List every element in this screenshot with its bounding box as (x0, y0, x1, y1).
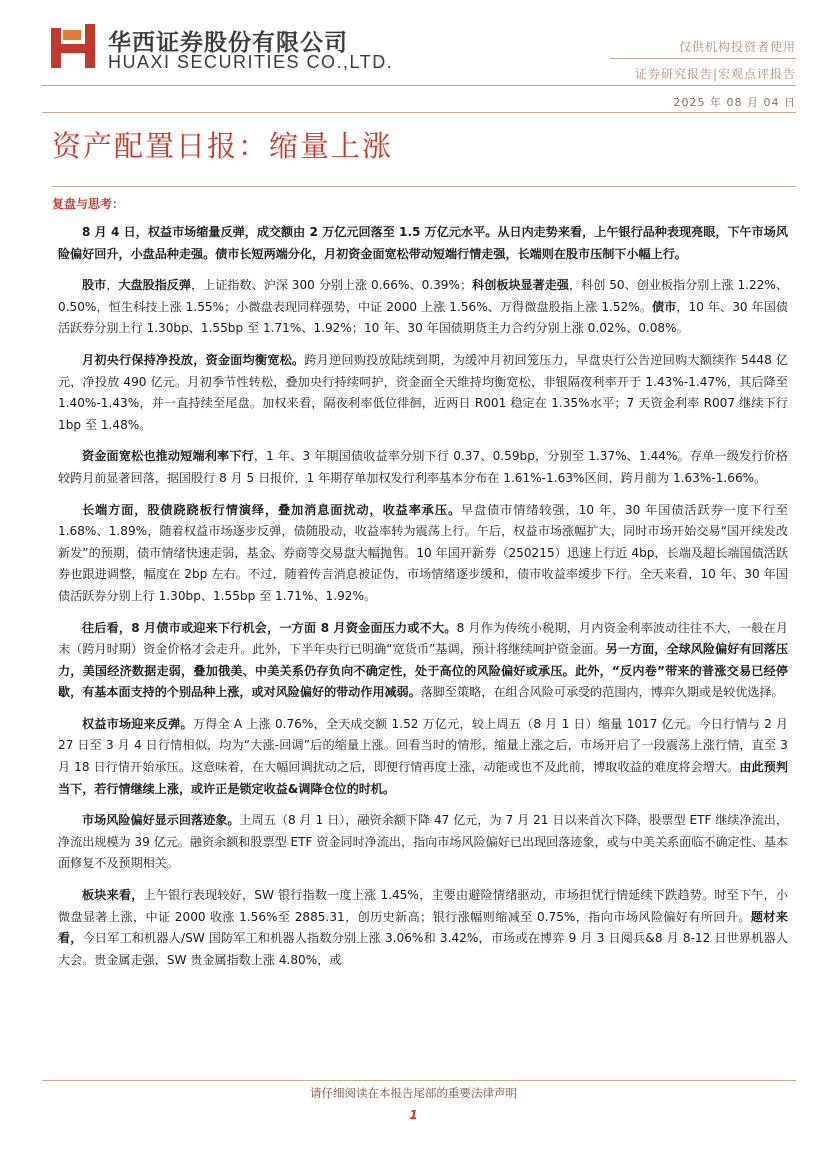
header-divider (42, 85, 796, 86)
body-text: ，科创 50、创业板指分别上涨 1.22%、0.50%，恒生科技上涨 1.55%；小微盘表现同样强势，中证 2000 上涨 1.56%、万得微盘股指上涨 1.52%。 (58, 278, 788, 314)
body-paragraph (58, 714, 788, 800)
huaxi-logo-icon (49, 22, 97, 70)
body-text: 早盘债市情绪较强，10 年、30 年国债活跃券一度下行至 1.68%、1.89%，随着权益市场逐步反弹，债随股动，收益率转为震荡上行。午后，权益市场涨幅扩大，同时市场开始交易“国开续发改新发”的预期，债市情绪快速走弱，基金、券商等交易盘大幅抛售。10 年国开新券（250215）迅速上行近 4bp，长端及超长端国债活跃券也跟进调整，幅度在 2bp 左右。不过，随着传言消息被证伪，市场情绪逐步缓和，债市收益率缓步下行。全天来看，10 年、30 年国债活跃券分别上行 1.30bp、1.55bp 至 1.71%、1.92%。 (58, 502, 788, 603)
body-paragraph (58, 810, 788, 875)
company-name-en: HUAXI SECURITIES CO.,LTD. (108, 52, 394, 72)
body-text: 上周五（8 月 1 日），融资余额下降 47 亿元，为 7 月 21 日以来首次下降，股票型 ETF 继续净流出，净流出规模为 39 亿元。融资余额和股票型 ETF 资金同时净流出，指向市场风险偏好已出现回落迹象，或与中美关系面临不确定性、基本面修复不及预期相关。 (58, 813, 789, 871)
emphasis-text: 由此预判当下，若行情继续上涨，或许正是锁定收益&调降仓位的时机。 (58, 760, 788, 796)
body-text: ，上证指数、沪深 300 分别上涨 0.66%、0.39%； (191, 278, 473, 293)
emphasis-text: 股市 (82, 278, 107, 293)
body-text: 今日军工和机器人/SW 国防军工和机器人指数分别上涨 3.06%和 3.42%，市场或在博弈 9 月 3 日阅兵&8 月 8-12 日世界机器人大会。贵金属走强，SW 贵金属指数上涨 4.80%，或 (58, 931, 788, 967)
body-text: 落脚至策略，在组合风险可承受的范围内，博弈久期或是较优选择。 (420, 685, 784, 700)
footer-divider (42, 1080, 796, 1081)
legal-disclaimer: 请仔细阅读在本报告尾部的重要法律声明 (310, 1086, 517, 1100)
institutional-note: 仅供机构投资者使用 (678, 40, 796, 54)
section-label: 复盘与思考： (52, 197, 125, 211)
emphasis-text: 另一方面，全球风险偏好有回落压力，美国经济数据走弱，叠加俄美、中美关系仍存负向不确定性，处于高位的风险偏好或承压。此外，“反内卷”带来的普涨交易已经停歇，有基本面支持的个别品种上涨，或对风险偏好的带动作用减弱。 (58, 642, 788, 700)
body-paragraph (58, 885, 788, 971)
body-text: 跨月逆回购投放陆续到期，为缓冲月初回笼压力，早盘央行公告逆回购大额续作 5448 亿元，净投放 490 亿元。月初季节性转松，叠加央行持续呵护，资金面全天维持均衡宽松，非银隔夜利率开于 1.43%-1.47%，其后降至 1.40%-1.43%，并一直持续至尾盘。加权来看，隔夜利率低位徘徊，近两日 R001 稳定在 1.35%水平；7 天资金利率 R007 继续下行 1bp 至 1.48%。 (58, 352, 788, 432)
report-body (58, 222, 788, 981)
header-divider-short (610, 58, 796, 59)
body-text: 8 月作为传统小税期，月内资金利率波动往往不大，一般在月末（跨月时期）资金价格才会走升。此外，下半年央行已明确“宽货币”基调，预计将继续呵护资金面。 (58, 620, 788, 657)
emphasis-text: 月初央行保持净投放，资金面均衡宽松。 (82, 352, 305, 367)
body-text: ，10 年、30 年国债活跃券分别上行 1.30bp、1.55bp 至 1.71%、1.92%；10 年、30 年国债期货主力合约分别上涨 0.02%、0.08%。 (58, 299, 788, 336)
emphasis-text: 权益市场迎来反弹。 (82, 716, 193, 731)
body-paragraph (58, 500, 788, 608)
body-text: 万得全 A 上涨 0.76%，全天成交额 1.52 万亿元，较上周五（8 月 1 日）缩量 1017 亿元。今日行情与 2 月 27 日至 3 月 4 日行情相似，均为“大涨-回调”后的缩量上涨。回看当时的情形，缩量上涨之后，市场开启了一段震荡上涨行情，直至 3 月 18 日行情开始承压。这意味着，在大幅回调扰动之后，即便行情再度上涨，动能或也不及此前，博取收益的难度将会增大。 (58, 716, 788, 775)
report-title: 资产配置日报：缩量上涨 (52, 129, 394, 163)
emphasis-text: 债市 (652, 299, 677, 314)
page-number: 1 (409, 1108, 418, 1122)
body-paragraph (58, 222, 788, 265)
emphasis-text: 8 月 4 日，权益市场缩量反弹，成交额由 2 万亿元回落至 1.5 万亿元水平。从日内走势来看，上午银行品种表现亮眼，下午市场风险偏好回升，小盘品种走强。债市长短两端分化，月初资金面宽松带动短端行情走强，长端则在股市压制下小幅上行。 (58, 225, 788, 261)
body-paragraph (58, 350, 788, 436)
emphasis-text: 市场风险偏好显示回落迹象。 (82, 813, 240, 828)
body-text: ，1 年、3 年期国债收益率分别下行 0.37、0.59bp，分别至 1.37%、1.44%。存单一级发行价格较跨月前显著回落，据国股行 8 月 5 日报价，1 年期存单加权发行利率基本分布在 1.61%-1.63%区间，跨月前为 1.63%-1.66%。 (58, 449, 788, 485)
body-paragraph (58, 446, 788, 489)
date-divider (42, 112, 796, 113)
emphasis-text: 题材来看， (58, 909, 788, 946)
company-name-cn: 华西证券股份有限公司 (108, 29, 348, 56)
report-date: 2025 年 08 月 04 日 (673, 96, 796, 109)
emphasis-text: 板块来看， (82, 888, 144, 903)
body-text: ， (106, 278, 119, 293)
emphasis-text: 资金面宽松也推动短端利率下行 (82, 449, 254, 464)
emphasis-text: 大盘股指反弹 (118, 278, 192, 293)
emphasis-text: 科创板块显著走强 (472, 278, 569, 293)
report-type: 证券研究报告|宏观点评报告 (634, 67, 796, 81)
title-divider (52, 186, 796, 187)
emphasis-text: 往后看，8 月债市或迎来下行机会，一方面 8 月资金面压力或不大。 (82, 620, 457, 635)
body-text: 上午银行表现较好，SW 银行指数一度上涨 1.45%，主要由避险情绪驱动，市场担忧行情延续下跌趋势。时至下午，小微盘显著上涨，中证 2000 收涨 1.56%至 2885.31，创历史新高；银行涨幅则缩减至 0.75%，指向市场风险偏好有所回升。 (58, 888, 788, 924)
body-paragraph (58, 618, 788, 704)
body-paragraph (58, 275, 788, 340)
emphasis-text: 长端方面，股债跷跷板行情演绎，叠加消息面扰动，收益率承压。 (82, 502, 462, 517)
